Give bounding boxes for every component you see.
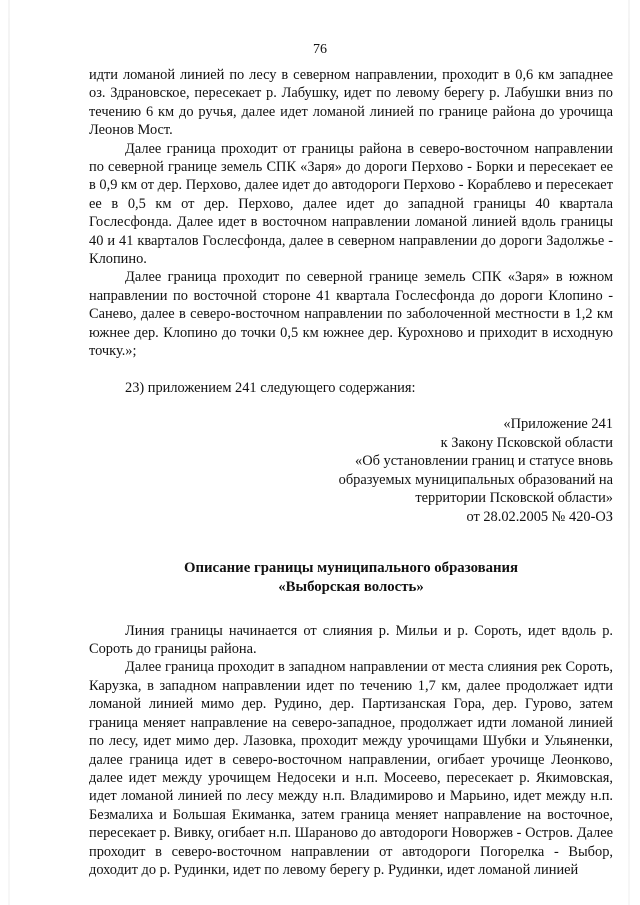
paragraph-top-3: Далее граница проходит по северной границе земель СПК «Заря» в южном направлении по восточной стороне 41 квартала Гослесфонда до дороги Клопино - Санево, далее в северо-восточном направлении по заболоченной местности в 1,2 км южнее дер. Клопино до точки 0,5 км южнее дер. Курохново и приходит в исходную точку.»;: [89, 269, 613, 360]
section-title: [89, 559, 613, 596]
right-scan-edge: [628, 0, 630, 905]
appendix-line-6: от 28.02.2005 № 420-ОЗ: [466, 508, 613, 525]
paragraph-top-1: идти ломаной линией по лесу в северном направлении, проходит в 0,6 км западнее оз. Здрановское, пересекает р. Лабушку, идет по левому берегу р. Лабушки вниз по течению 6 км до ручья, далее идет ломаной линией по границе района до урочища Леонов Мост.: [89, 67, 613, 139]
paragraph-bottom-1: Линия границы начинается от слияния р. Мильи и р. Сороть, идет вдоль р. Сороть до границы района.: [89, 622, 613, 658]
page-number: 76: [313, 42, 327, 57]
section-body: [89, 622, 613, 880]
appendix-block: [89, 415, 613, 527]
left-scan-edge: [8, 0, 10, 905]
appendix-line-1: «Приложение 241: [503, 415, 613, 432]
paragraph-bottom-2: Далее граница проходит в западном направлении от места слияния рек Сороть, Карузка, в западном направлении идет по течению 1,7 км, далее продолжает идти ломаной линией мимо дер. Рудино, дер. Партизанская Гора, дер. Гурово, затем граница меняет направление на северо-западное, продолжает идти ломаной линией по лесу, идет мимо дер. Лазовка, проходит между урочищами Шубки и Ульяненки, далее граница идет в северо-восточном направлении, огибает урочище Леонково, далее идет между урочищем Недосеки и н.п. Мосеево, пересекает р. Якимовская, идет ломаной линией по лесу между н.п. Владимирово и Марьино, идет между н.п. Безмалиха и Большая Екиманка, затем граница меняет направление на восточное, пересекает р. Вивку, огибает н.п. Шараново до автодороги Новоржев - Остров. Далее проходит в северо-восточном направлении от автодороги Погорелка - Выбор, доходит до р. Рудинки, идет по левому берегу р. Рудинки, идет ломаной линией: [89, 659, 613, 878]
appendix-line-4: образуемых муниципальных образований на: [338, 471, 613, 488]
appendix-line-2: к Закону Псковской области: [440, 434, 613, 451]
document-content: [89, 66, 613, 879]
section-title-line-1: Описание границы муниципального образования: [183, 560, 519, 577]
paragraph-top-2: Далее граница проходит от границы района в северо-восточном направлении по северной границе земель СПК «Заря» до дороги Перхово - Борки и пересекает ее в 0,9 км от дер. Перхово, далее идет до автодороги Перхово - Кораблево и пересекает ее в 0,5 км от дер. Перхово, далее идет до западной границы 40 квартала Гослесфонда. Далее идет в восточном направлении ломаной линией вдоль границы 40 и 41 кварталов Гослесфонда, далее в северном направлении до дороги Задолжье - Клопино.: [89, 140, 613, 268]
item-23: 23) приложением 241 следующего содержания:: [125, 379, 416, 396]
section-title-line-2: «Выборская волость»: [278, 579, 424, 596]
appendix-line-5: территории Псковской области»: [415, 490, 613, 507]
appendix-line-3: «Об установлении границ и статусе вновь: [355, 453, 613, 470]
